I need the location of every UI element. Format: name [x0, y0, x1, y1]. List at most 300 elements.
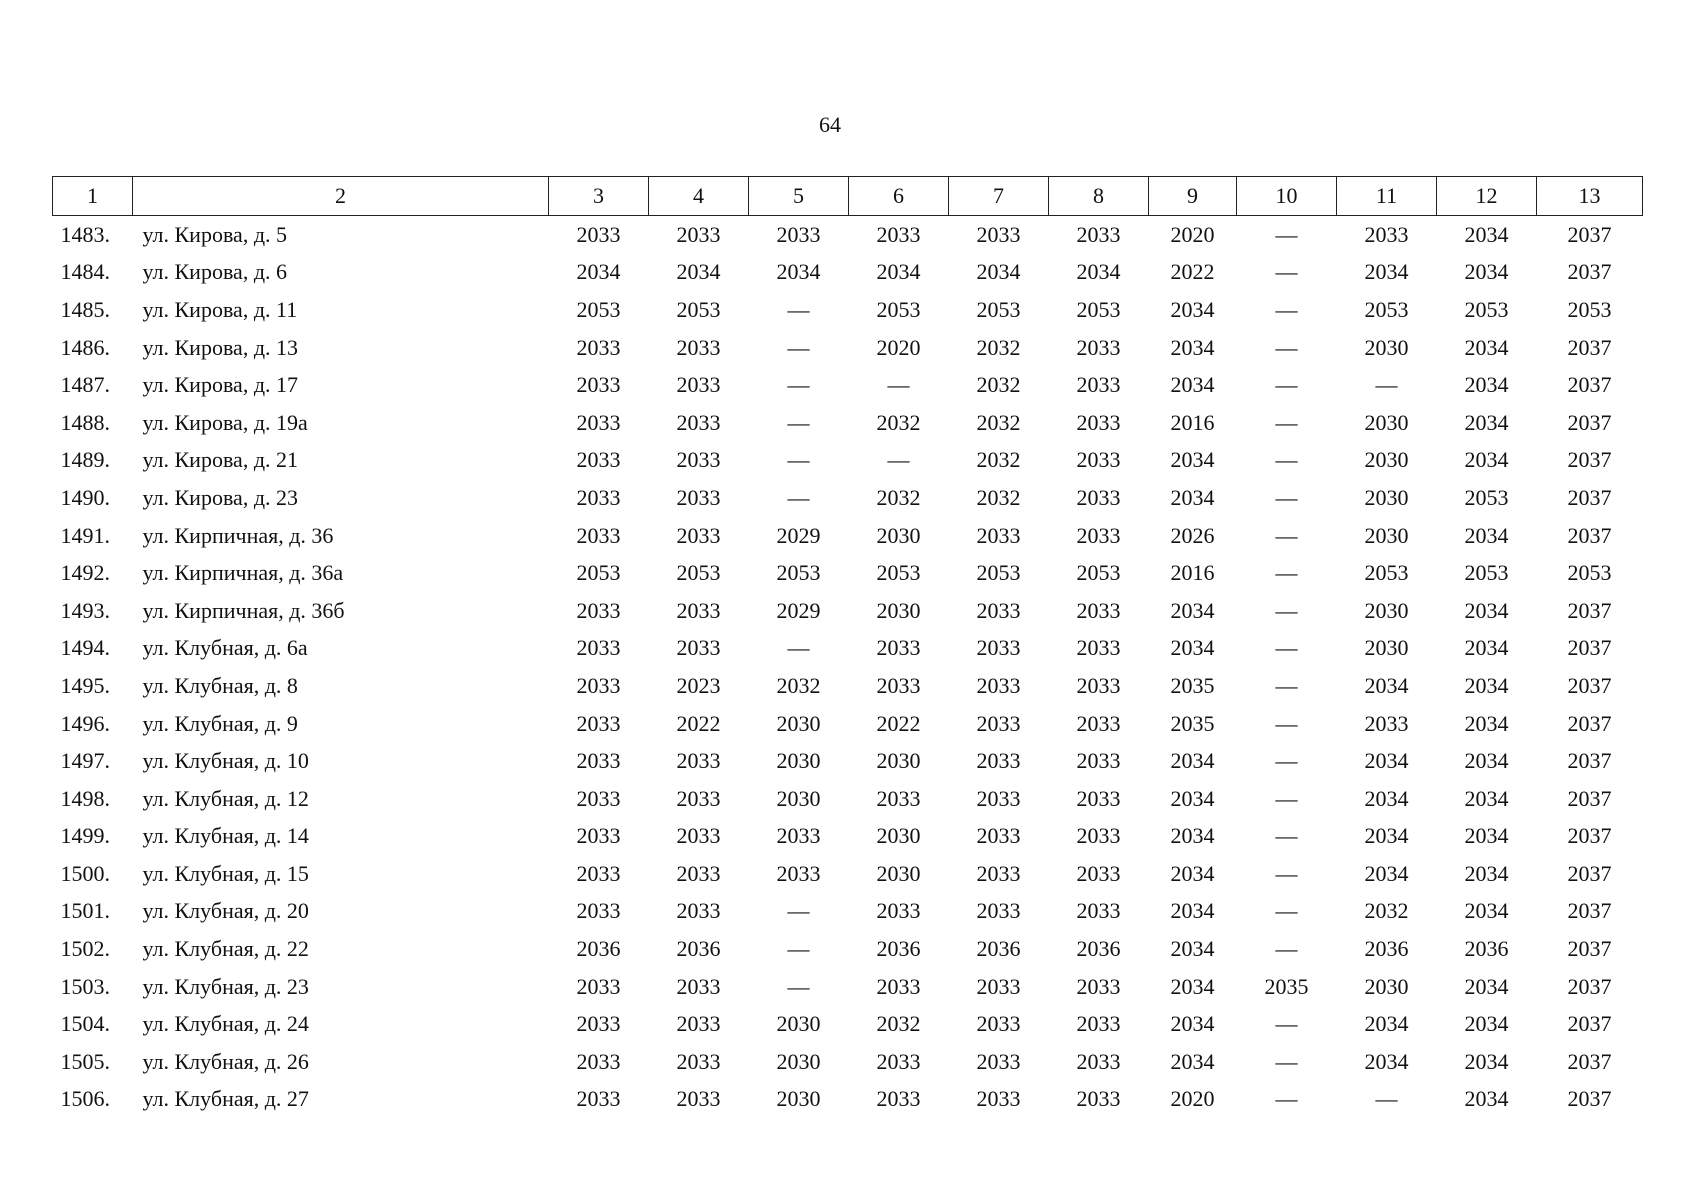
year-cell: 2023	[676, 672, 721, 698]
year-cell: 2053	[1076, 560, 1121, 586]
row-number: 1502.	[60, 936, 110, 962]
row-number: 1495.	[60, 672, 110, 698]
year-cell: 2033	[1076, 672, 1121, 698]
year-cell: 2030	[876, 522, 921, 548]
year-cell: 2033	[576, 221, 621, 247]
year-cell: 2016	[1170, 409, 1215, 435]
year-cell: 2030	[876, 823, 921, 849]
year-cell: 2037	[1567, 522, 1612, 548]
year-cell: 2033	[1076, 334, 1121, 360]
year-cell: 2030	[1364, 409, 1409, 435]
row-number: 1493.	[60, 597, 110, 623]
year-cell: 2033	[976, 635, 1021, 661]
year-cell: 2033	[976, 748, 1021, 774]
year-cell: 2033	[576, 522, 621, 548]
year-cell: 2033	[576, 597, 621, 623]
year-cell: 2030	[1364, 597, 1409, 623]
address-cell: ул. Кирова, д. 23	[142, 484, 299, 510]
year-cell: 2037	[1567, 898, 1612, 924]
year-cell: 2036	[1076, 936, 1121, 962]
year-cell: 2034	[1170, 823, 1215, 849]
row-number: 1498.	[60, 785, 110, 811]
year-cell: —	[1275, 710, 1298, 736]
year-cell: 2030	[776, 710, 821, 736]
year-cell: 2033	[1076, 221, 1121, 247]
year-cell: 2033	[576, 823, 621, 849]
year-cell: 2022	[876, 710, 921, 736]
year-cell: 2034	[1170, 748, 1215, 774]
row-number: 1491.	[60, 522, 110, 548]
year-cell: 2032	[876, 409, 921, 435]
year-cell: 2033	[576, 860, 621, 886]
table-row	[53, 366, 1643, 404]
year-cell: 2033	[576, 672, 621, 698]
year-cell: 2037	[1567, 860, 1612, 886]
year-cell: 2033	[1076, 409, 1121, 435]
year-cell: 2033	[576, 334, 621, 360]
year-cell: —	[1275, 635, 1298, 661]
year-cell: 2030	[776, 1011, 821, 1037]
year-cell: 2034	[1464, 785, 1509, 811]
year-cell: 2034	[1170, 860, 1215, 886]
year-cell: 2033	[576, 409, 621, 435]
year-cell: 2037	[1567, 710, 1612, 736]
year-cell: 2033	[976, 1011, 1021, 1037]
year-cell: 2030	[776, 1086, 821, 1112]
column-header-13: 13	[1537, 177, 1643, 216]
year-cell: 2030	[1364, 635, 1409, 661]
column-header-12: 12	[1437, 177, 1537, 216]
address-cell: ул. Клубная, д. 27	[142, 1086, 309, 1112]
year-cell: 2033	[676, 973, 721, 999]
year-cell: 2034	[1170, 973, 1215, 999]
year-cell: —	[1275, 484, 1298, 510]
year-cell: 2036	[1464, 936, 1509, 962]
table-row	[53, 705, 1643, 743]
address-cell: ул. Кирова, д. 6	[142, 259, 288, 285]
year-cell: 2033	[676, 860, 721, 886]
column-header-8: 8	[1049, 177, 1149, 216]
table-row	[53, 630, 1643, 668]
year-cell: 2033	[576, 785, 621, 811]
year-cell: —	[787, 409, 810, 435]
year-cell: 2053	[1464, 560, 1509, 586]
row-number: 1505.	[60, 1048, 110, 1074]
year-cell: 2034	[976, 259, 1021, 285]
year-cell: 2030	[1364, 973, 1409, 999]
address-cell: ул. Клубная, д. 12	[142, 785, 309, 811]
year-cell: 2035	[1170, 710, 1215, 736]
year-cell: 2020	[1170, 221, 1215, 247]
year-cell: 2033	[976, 221, 1021, 247]
row-number: 1501.	[60, 898, 110, 924]
table-body	[53, 216, 1643, 1119]
year-cell: 2034	[1464, 221, 1509, 247]
year-cell: 2030	[1364, 522, 1409, 548]
year-cell: 2053	[1364, 560, 1409, 586]
year-cell: 2033	[1076, 898, 1121, 924]
year-cell: —	[787, 635, 810, 661]
year-cell: 2053	[976, 560, 1021, 586]
year-cell: 2034	[1170, 484, 1215, 510]
table-row	[53, 968, 1643, 1006]
year-cell: 2033	[976, 597, 1021, 623]
year-cell: 2034	[1464, 898, 1509, 924]
year-cell: 2033	[876, 898, 921, 924]
year-cell: 2037	[1567, 748, 1612, 774]
year-cell: 2034	[1364, 259, 1409, 285]
table-row	[53, 404, 1643, 442]
year-cell: 2033	[576, 484, 621, 510]
column-header-1: 1	[53, 177, 133, 216]
year-cell: 2034	[1170, 785, 1215, 811]
year-cell: 2033	[576, 635, 621, 661]
row-number: 1489.	[60, 447, 110, 473]
column-header-5: 5	[749, 177, 849, 216]
year-cell: 2034	[1464, 334, 1509, 360]
year-cell: 2036	[1364, 936, 1409, 962]
year-cell: —	[1375, 1086, 1398, 1112]
address-cell: ул. Клубная, д. 24	[142, 1011, 309, 1037]
year-cell: 2053	[676, 296, 721, 322]
year-cell: 2053	[1364, 296, 1409, 322]
year-cell: —	[1275, 259, 1298, 285]
year-cell: 2029	[776, 597, 821, 623]
year-cell: 2032	[776, 672, 821, 698]
row-number: 1496.	[60, 710, 110, 736]
year-cell: 2033	[1076, 1048, 1121, 1074]
year-cell: 2030	[876, 860, 921, 886]
year-cell: —	[787, 973, 810, 999]
column-header-11: 11	[1337, 177, 1437, 216]
year-cell: 2036	[976, 936, 1021, 962]
year-cell: 2034	[1170, 447, 1215, 473]
year-cell: 2033	[976, 710, 1021, 736]
year-cell: 2033	[776, 221, 821, 247]
year-cell: 2034	[1464, 710, 1509, 736]
row-number: 1494.	[60, 635, 110, 661]
year-cell: 2033	[676, 823, 721, 849]
year-cell: 2033	[676, 748, 721, 774]
year-cell: —	[1275, 672, 1298, 698]
year-cell: 2033	[876, 221, 921, 247]
year-cell: —	[787, 372, 810, 398]
year-cell: 2033	[1076, 823, 1121, 849]
year-cell: 2033	[676, 409, 721, 435]
column-header-6: 6	[849, 177, 949, 216]
year-cell: —	[1275, 898, 1298, 924]
year-cell: 2034	[1364, 785, 1409, 811]
year-cell: 2033	[676, 484, 721, 510]
year-cell: 2033	[1076, 1086, 1121, 1112]
year-cell: 2032	[1364, 898, 1409, 924]
year-cell: 2033	[576, 1086, 621, 1112]
year-cell: 2037	[1567, 973, 1612, 999]
year-cell: 2034	[1170, 1011, 1215, 1037]
table-row	[53, 1043, 1643, 1081]
year-cell: 2020	[876, 334, 921, 360]
table-row	[53, 291, 1643, 329]
year-cell: 2033	[1076, 372, 1121, 398]
year-cell: 2037	[1567, 1048, 1612, 1074]
year-cell: 2030	[776, 1048, 821, 1074]
year-cell: 2034	[1464, 1048, 1509, 1074]
year-cell: 2032	[976, 409, 1021, 435]
address-cell: ул. Кирова, д. 11	[142, 296, 298, 322]
year-cell: 2034	[1170, 296, 1215, 322]
year-cell: 2034	[576, 259, 621, 285]
year-cell: —	[1275, 296, 1298, 322]
year-cell: 2029	[776, 522, 821, 548]
year-cell: 2034	[1170, 1048, 1215, 1074]
year-cell: —	[1275, 334, 1298, 360]
year-cell: 2020	[1170, 1086, 1215, 1112]
year-cell: 2037	[1567, 484, 1612, 510]
row-number: 1500.	[60, 860, 110, 886]
year-cell: 2034	[1464, 860, 1509, 886]
year-cell: —	[1275, 860, 1298, 886]
table-row	[53, 442, 1643, 480]
year-cell: 2034	[1170, 597, 1215, 623]
year-cell: 2033	[976, 1086, 1021, 1112]
row-number: 1486.	[60, 334, 110, 360]
address-cell: ул. Клубная, д. 23	[142, 973, 309, 999]
year-cell: 2033	[676, 221, 721, 247]
address-cell: ул. Кирова, д. 13	[142, 334, 299, 360]
year-cell: 2037	[1567, 372, 1612, 398]
year-cell: —	[787, 936, 810, 962]
year-cell: 2053	[976, 296, 1021, 322]
year-cell: 2034	[776, 259, 821, 285]
year-cell: 2034	[1464, 1086, 1509, 1112]
year-cell: 2053	[1567, 296, 1612, 322]
year-cell: —	[1275, 785, 1298, 811]
address-cell: ул. Клубная, д. 22	[142, 936, 309, 962]
year-cell: —	[1275, 522, 1298, 548]
year-cell: 2032	[876, 484, 921, 510]
year-cell: 2033	[576, 1048, 621, 1074]
year-cell: 2033	[876, 973, 921, 999]
year-cell: 2037	[1567, 1011, 1612, 1037]
year-cell: 2033	[976, 1048, 1021, 1074]
year-cell: —	[1275, 372, 1298, 398]
year-cell: 2037	[1567, 1086, 1612, 1112]
year-cell: 2053	[676, 560, 721, 586]
year-cell: 2037	[1567, 221, 1612, 247]
year-cell: 2053	[1567, 560, 1612, 586]
year-cell: 2033	[1076, 785, 1121, 811]
year-cell: —	[1275, 597, 1298, 623]
year-cell: 2033	[676, 597, 721, 623]
year-cell: 2037	[1567, 936, 1612, 962]
year-cell: 2033	[976, 973, 1021, 999]
year-cell: 2037	[1567, 259, 1612, 285]
year-cell: 2034	[1170, 936, 1215, 962]
year-cell: 2033	[1076, 973, 1121, 999]
year-cell: 2033	[676, 785, 721, 811]
year-cell: 2034	[1364, 823, 1409, 849]
year-cell: 2036	[876, 936, 921, 962]
year-cell: 2033	[676, 635, 721, 661]
year-cell: 2053	[876, 296, 921, 322]
year-cell: 2033	[976, 823, 1021, 849]
year-cell: 2053	[576, 296, 621, 322]
year-cell: 2030	[876, 748, 921, 774]
year-cell: 2033	[976, 785, 1021, 811]
year-cell: 2034	[1170, 372, 1215, 398]
year-cell: 2034	[1464, 409, 1509, 435]
year-cell: 2033	[876, 1048, 921, 1074]
column-header-3: 3	[549, 177, 649, 216]
year-cell: 2033	[576, 447, 621, 473]
year-cell: 2053	[876, 560, 921, 586]
year-cell: 2034	[1464, 1011, 1509, 1037]
year-cell: —	[1275, 409, 1298, 435]
row-number: 1484.	[60, 259, 110, 285]
year-cell: —	[787, 898, 810, 924]
year-cell: 2033	[876, 635, 921, 661]
table-row	[53, 329, 1643, 367]
year-cell: 2033	[676, 372, 721, 398]
address-cell: ул. Клубная, д. 15	[142, 860, 309, 886]
year-cell: 2033	[576, 372, 621, 398]
year-cell: 2034	[1464, 672, 1509, 698]
year-cell: 2033	[676, 447, 721, 473]
year-cell: —	[1275, 221, 1298, 247]
table-row	[53, 216, 1643, 254]
year-cell: 2034	[1364, 672, 1409, 698]
year-cell: —	[887, 447, 910, 473]
address-cell: ул. Кирова, д. 17	[142, 372, 299, 398]
address-cell: ул. Клубная, д. 9	[142, 710, 298, 736]
year-cell: 2030	[1364, 334, 1409, 360]
year-cell: 2034	[1464, 973, 1509, 999]
year-cell: 2033	[1076, 447, 1121, 473]
table-row	[53, 554, 1643, 592]
year-cell: 2033	[976, 672, 1021, 698]
row-number: 1506.	[60, 1086, 110, 1112]
year-cell: 2053	[1464, 484, 1509, 510]
address-cell: ул. Кирпичная, д. 36а	[142, 560, 344, 586]
year-cell: 2033	[1076, 484, 1121, 510]
year-cell: 2053	[776, 560, 821, 586]
year-cell: 2016	[1170, 560, 1215, 586]
year-cell: 2022	[1170, 259, 1215, 285]
column-header-9: 9	[1149, 177, 1237, 216]
column-header-7: 7	[949, 177, 1049, 216]
address-cell: ул. Клубная, д. 26	[142, 1048, 309, 1074]
year-cell: —	[1275, 936, 1298, 962]
year-cell: 2034	[1464, 522, 1509, 548]
column-header-2: 2	[133, 177, 549, 216]
table-row	[53, 780, 1643, 818]
address-cell: ул. Клубная, д. 20	[142, 898, 309, 924]
year-cell: 2037	[1567, 785, 1612, 811]
column-header-4: 4	[649, 177, 749, 216]
year-cell: 2053	[576, 560, 621, 586]
year-cell: 2037	[1567, 672, 1612, 698]
year-cell: —	[1275, 1048, 1298, 1074]
row-number: 1483.	[60, 221, 110, 247]
table-row	[53, 855, 1643, 893]
year-cell: 2033	[1076, 635, 1121, 661]
year-cell: 2034	[1076, 259, 1121, 285]
year-cell: 2030	[1364, 447, 1409, 473]
table-row	[53, 592, 1643, 630]
year-cell: 2034	[1170, 334, 1215, 360]
year-cell: 2033	[976, 860, 1021, 886]
table-row	[53, 667, 1643, 705]
year-cell: 2037	[1567, 334, 1612, 360]
year-cell: —	[887, 372, 910, 398]
year-cell: 2032	[976, 484, 1021, 510]
year-cell: 2037	[1567, 447, 1612, 473]
year-cell: 2033	[676, 522, 721, 548]
year-cell: 2053	[1464, 296, 1509, 322]
row-number: 1487.	[60, 372, 110, 398]
year-cell: 2034	[676, 259, 721, 285]
table-row	[53, 893, 1643, 931]
year-cell: 2035	[1264, 973, 1309, 999]
row-number: 1504.	[60, 1011, 110, 1037]
header-row	[53, 177, 1643, 216]
year-cell: 2030	[876, 597, 921, 623]
year-cell: 2032	[876, 1011, 921, 1037]
row-number: 1492.	[60, 560, 110, 586]
row-number: 1499.	[60, 823, 110, 849]
year-cell: 2034	[1364, 1011, 1409, 1037]
row-number: 1490.	[60, 484, 110, 510]
year-cell: 2030	[776, 785, 821, 811]
year-cell: 2033	[976, 522, 1021, 548]
year-cell: 2036	[676, 936, 721, 962]
year-cell: 2033	[576, 1011, 621, 1037]
address-cell: ул. Клубная, д. 14	[142, 823, 309, 849]
year-cell: 2034	[1464, 259, 1509, 285]
year-cell: 2033	[676, 898, 721, 924]
year-cell: 2034	[1464, 748, 1509, 774]
year-cell: —	[787, 484, 810, 510]
year-cell: —	[1375, 372, 1398, 398]
address-cell: ул. Клубная, д. 10	[142, 748, 309, 774]
year-cell: 2035	[1170, 672, 1215, 698]
address-cell: ул. Кирпичная, д. 36	[142, 522, 334, 548]
page-number: 64	[819, 112, 841, 137]
year-cell: 2034	[1364, 1048, 1409, 1074]
year-cell: 2033	[576, 898, 621, 924]
year-cell: 2032	[976, 447, 1021, 473]
table-row	[53, 517, 1643, 555]
year-cell: 2033	[876, 785, 921, 811]
year-cell: 2033	[1076, 710, 1121, 736]
year-cell: 2034	[1464, 597, 1509, 623]
row-number: 1488.	[60, 409, 110, 435]
year-cell: 2030	[776, 748, 821, 774]
year-cell: 2034	[1464, 635, 1509, 661]
year-cell: 2034	[1364, 748, 1409, 774]
year-cell: 2033	[876, 672, 921, 698]
row-number: 1503.	[60, 973, 110, 999]
table-row	[53, 742, 1643, 780]
year-cell: 2033	[576, 973, 621, 999]
year-cell: 2034	[876, 259, 921, 285]
year-cell: 2032	[976, 372, 1021, 398]
year-cell: 2030	[1364, 484, 1409, 510]
year-cell: 2033	[576, 710, 621, 736]
year-cell: 2033	[1076, 597, 1121, 623]
year-cell: 2033	[676, 1086, 721, 1112]
column-header-10: 10	[1237, 177, 1337, 216]
